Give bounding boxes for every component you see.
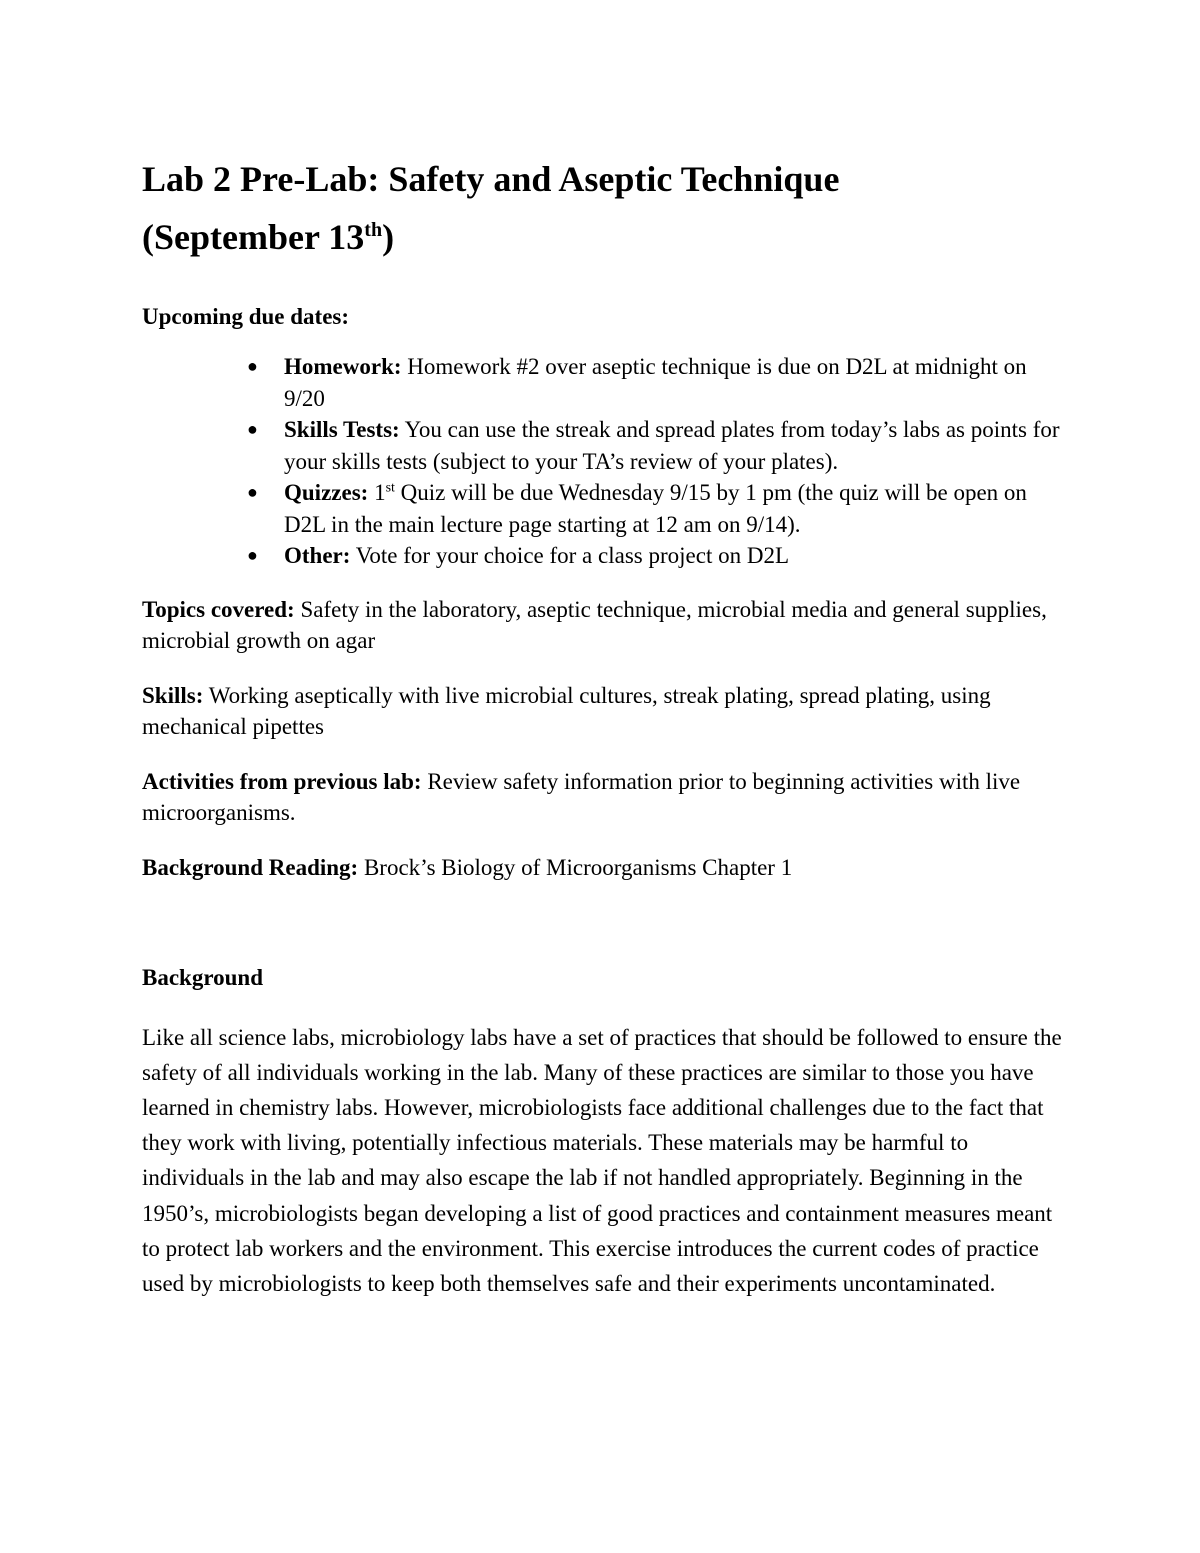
- skills-paragraph: [142, 680, 1062, 742]
- topics-covered-paragraph: [142, 594, 1062, 656]
- background-reading-paragraph: [142, 852, 1062, 883]
- topics-label: Topics covered:: [142, 596, 295, 622]
- bullet-icon: ●: [247, 356, 258, 376]
- background-body: Like all science labs, microbiology labs have a set of practices that should be followed to ensure the safety of all individuals working in the lab. Many of these practices are similar to those you have learned in chemistry labs. However, microbiologists face additional challenges due to the fact that they work with living, potentially infectious materials. These materials may be harmful to individuals in the lab and may also escape the lab if not handled appropriately. Beginning in the 1950’s, microbiologists began developing a list of good practices and containment measures meant to protect lab workers and the environment. This exercise introduces the current codes of practice used by microbiologists to keep both themselves safe and their experiments uncontaminated.: [142, 1024, 1062, 1296]
- quizzes-number: 1: [368, 480, 386, 505]
- topics-text: Safety in the laboratory, aseptic technique, microbial media and general supplies, microbial growth on agar: [142, 596, 1047, 653]
- reading-text: Brock’s Biology of Microorganisms Chapter 1: [358, 854, 793, 880]
- page-title: [142, 150, 1062, 266]
- document-page: [142, 150, 1062, 1301]
- activities-label: Activities from previous lab:: [142, 768, 422, 794]
- activities-paragraph: [142, 766, 1062, 828]
- title-line-2-suffix: ): [382, 217, 395, 257]
- skills-tests-label: Skills Tests:: [284, 417, 400, 442]
- quizzes-ordinal: st: [385, 480, 395, 496]
- homework-label: Homework:: [284, 354, 402, 379]
- title-line-1: Lab 2 Pre-Lab: Safety and Aseptic Technique: [142, 159, 840, 199]
- list-item-skills-tests: [247, 414, 1062, 477]
- other-text: Vote for your choice for a class project on D2L: [350, 543, 789, 568]
- skills-text: Working aseptically with live microbial cultures, streak plating, spread plating, using mechanical pipettes: [142, 682, 991, 739]
- bullet-icon: ●: [247, 419, 258, 439]
- skills-tests-text: You can use the streak and spread plates from today’s labs as points for your skills tests (subject to your TA’s review of your plates).: [284, 417, 1060, 474]
- skills-label: Skills:: [142, 682, 204, 708]
- title-superscript: th: [364, 219, 383, 241]
- bullet-icon: ●: [247, 482, 258, 502]
- list-item-other: [247, 540, 1062, 572]
- list-item-homework: [247, 351, 1062, 414]
- bullet-icon: ●: [247, 545, 258, 565]
- due-dates-list: [142, 351, 1062, 572]
- list-item-quizzes: [247, 477, 1062, 540]
- activities-text: Review safety information prior to beginning activities with live microorganisms.: [142, 768, 1021, 825]
- quizzes-text: Quiz will be due Wednesday 9/15 by 1 pm (the quiz will be open on D2L in the main lecture page starting at 12 am on 9/14).: [284, 480, 1027, 537]
- due-dates-heading: Upcoming due dates:: [142, 304, 350, 329]
- homework-text: Homework #2 over aseptic technique is due on D2L at midnight on 9/20: [284, 354, 1027, 411]
- quizzes-label: Quizzes:: [284, 480, 369, 505]
- other-label: Other:: [284, 543, 351, 568]
- reading-label: Background Reading:: [142, 854, 359, 880]
- title-line-2-prefix: (September 13: [142, 217, 365, 257]
- background-heading: Background: [142, 964, 264, 990]
